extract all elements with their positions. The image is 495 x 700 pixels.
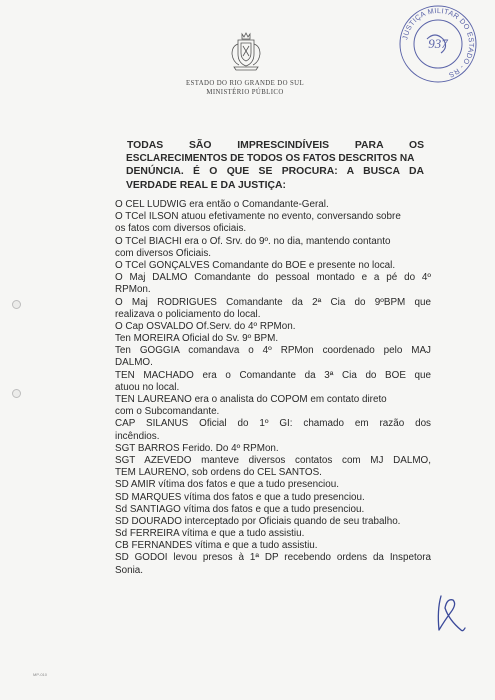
list-item: SGT AZEVEDO manteve diversos contatos com MJ DALMO, — [115, 454, 431, 466]
list-item: CAP SILANUS Oficial do 1º GI: chamado em razão dos — [115, 418, 431, 430]
list-item: incêndios. — [115, 430, 160, 442]
list-item: os fatos com diversos oficiais. — [115, 223, 247, 235]
list-item: O Maj DALMO Comandante do pessoal montado e a pé do 4º — [115, 272, 431, 284]
list-item: atuou no local. — [115, 381, 180, 393]
list-item: Ten MOREIRA Oficial do Sv. 9º BPM. — [115, 333, 279, 345]
list-item: realizava o policiamento do local. — [115, 308, 261, 320]
intro-paragraph — [126, 139, 424, 192]
stamp-number: 937 — [428, 36, 448, 51]
list-item: Sonia. — [115, 564, 144, 576]
list-item: com diversos Oficiais. — [115, 247, 212, 259]
list-item: RPMon. — [115, 284, 151, 296]
list-item: SGT BARROS Ferido. Do 4º RPMon. — [115, 442, 279, 454]
list-item: TEM LAURENO, sob ordens do CEL SANTOS. — [115, 467, 322, 479]
list-item: O TCel BIACHI era o Of. Srv. do 9º. no dia, mantendo contanto — [115, 235, 391, 247]
court-stamp — [397, 3, 479, 85]
list-item: Sd FERREIRA vítima e que a tudo assistiu. — [115, 528, 305, 540]
intro-line: ESCLARECIMENTOS DE TODOS OS FATOS DESCRITOS NA — [126, 153, 415, 165]
intro-line: DENÚNCIA. É O QUE SE PROCURA: A BUSCA DA — [126, 166, 424, 178]
coat-of-arms-icon — [229, 30, 263, 72]
list-item: Sd SANTIAGO vítima dos fatos e que a tudo presenciou. — [115, 503, 365, 515]
witness-list — [115, 199, 431, 577]
list-item: O Maj RODRIGUES Comandante da 2ª Cia do 9ºBPM que — [115, 296, 431, 308]
list-item: com o Subcomandante. — [115, 406, 220, 418]
stamp-text: JUSTIÇA MILITAR DO ESTADO - RS — [400, 5, 477, 80]
header-ministry: MINISTÉRIO PÚBLICO — [206, 89, 284, 96]
intro-line: VERDADE REAL E DA JUSTIÇA: — [126, 179, 286, 191]
list-item: Ten GÓGGIA comandava o 4º RPMon coordenado pelo MAJ — [115, 345, 431, 357]
punch-hole — [12, 389, 21, 398]
list-item: O TCel ILSON atuou efetivamente no evento, conversando sobre — [115, 211, 401, 223]
list-item: SD DOURADO interceptado por Oficiais quando de seu trabalho. — [115, 515, 401, 527]
header-state: ESTADO DO RIO GRANDE DO SUL — [185, 80, 305, 87]
list-item: SD GODÓI levou presos à 1ª DP recebendo ordens da Inspetora — [115, 552, 431, 564]
handwritten-initials — [431, 590, 467, 636]
list-item: O TCel GONÇALVES Comandante do BOE e presente no local. — [115, 259, 396, 271]
list-item: TEN LAUREANO era o analista do COPOM em contato direto — [115, 394, 387, 405]
intro-line: TODAS SÃO IMPRESCINDÍVEIS PARA OS — [127, 140, 424, 151]
list-item: SD AMIR vítima dos fatos e que a tudo presenciou. — [115, 479, 339, 491]
list-item: TEN MACHADO era o Comandante da 3ª Cia do BOE que — [115, 369, 431, 381]
footer-code: MP-010 — [33, 672, 48, 677]
punch-hole — [12, 300, 21, 309]
list-item: DALMO. — [115, 357, 153, 369]
list-item: O Cap OSVALDO Of.Serv. do 4º RPMon. — [115, 320, 296, 332]
list-item: O CEL LUDWIG era então o Comandante-Geral. — [115, 199, 329, 210]
list-item: SD MARQUES vítima dos fatos e que a tudo presenciou. — [115, 491, 365, 503]
list-item: CB FERNANDES vítima e que a tudo assistiu. — [115, 540, 318, 552]
